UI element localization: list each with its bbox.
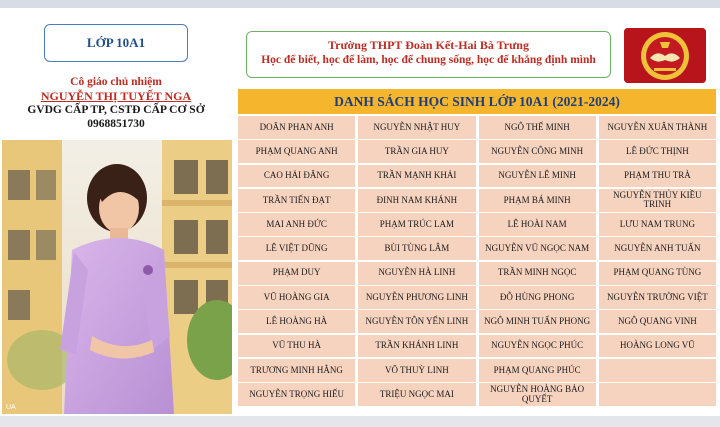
school-name: Trường THPT Đoàn Kết-Hai Bà Trưng bbox=[328, 38, 529, 52]
student-cell: PHẠM QUANG ANH bbox=[238, 140, 355, 163]
top-bar bbox=[0, 0, 720, 8]
student-cell: CAO HẢI ĐĂNG bbox=[238, 165, 355, 188]
student-cell: NGUYỄN LÊ MINH bbox=[479, 165, 596, 188]
teacher-role: Cô giáo chủ nhiệm bbox=[70, 76, 162, 88]
student-cell: TRẦN KHÁNH LINH bbox=[358, 335, 475, 358]
student-cell: NGUYỄN TRƯỜNG VIỆT bbox=[599, 286, 716, 309]
student-cell: NGÔ QUANG VINH bbox=[599, 310, 716, 333]
student-cell: PHẠM TRÚC LAM bbox=[358, 213, 475, 236]
student-cell: VÕ THUỲ LINH bbox=[358, 359, 475, 382]
student-cell: NGUYỄN NHẬT HUY bbox=[358, 116, 475, 139]
student-list-title: DANH SÁCH HỌC SINH LỚP 10A1 (2021-2024) bbox=[238, 89, 716, 114]
class-label-box bbox=[44, 24, 188, 62]
student-cell: NGUYỄN CÔNG MINH bbox=[479, 140, 596, 163]
school-logo-emblem bbox=[624, 28, 706, 83]
student-cell: TRIỆU NGỌC MAI bbox=[358, 383, 475, 406]
student-cell: NGUYỄN ANH TUẤN bbox=[599, 237, 716, 260]
student-cell: HOÀNG LONG VŨ bbox=[599, 335, 716, 358]
student-cell bbox=[599, 383, 716, 406]
student-cell: VŨ HOÀNG GIA bbox=[238, 286, 355, 309]
teacher-photo bbox=[2, 140, 232, 414]
student-cell: NGUYỄN TÔN YẾN LINH bbox=[358, 310, 475, 333]
photo-caption: UA bbox=[6, 404, 16, 411]
student-cell: PHẠM QUANG TÙNG bbox=[599, 262, 716, 285]
school-logo bbox=[624, 28, 706, 83]
student-cell: NGUYỄN TRỌNG HIẾU bbox=[238, 383, 355, 406]
teacher-phone: 0968851730 bbox=[87, 118, 145, 130]
student-cell: LÊ HOÀI NAM bbox=[479, 213, 596, 236]
student-cell: VŨ THU HÀ bbox=[238, 335, 355, 358]
student-cell: TRẦN MINH NGỌC bbox=[479, 262, 596, 285]
student-cell: LÊ HOÀNG HÀ bbox=[238, 310, 355, 333]
teacher-info bbox=[0, 76, 232, 131]
student-cell: LÊ ĐỨC THỊNH bbox=[599, 140, 716, 163]
student-cell: BÙI TÙNG LÂM bbox=[358, 237, 475, 260]
student-cell: PHẠM QUANG PHÚC bbox=[479, 359, 596, 382]
student-cell: MAI ANH ĐỨC bbox=[238, 213, 355, 236]
student-cell: LƯU NAM TRUNG bbox=[599, 213, 716, 236]
student-cell: TRẦN TIẾN ĐẠT bbox=[238, 189, 355, 212]
student-cell: TRẦN GIA HUY bbox=[358, 140, 475, 163]
student-cell: PHẠM THU TRÀ bbox=[599, 165, 716, 188]
teacher-credentials: GVDG CẤP TP, CSTĐ CẤP CƠ SỞ bbox=[27, 104, 205, 116]
student-cell: TRẦN MẠNH KHẢI bbox=[358, 165, 475, 188]
student-cell: NGUYỄN THỦY KIỀU TRINH bbox=[599, 189, 716, 212]
school-info-box bbox=[246, 31, 611, 78]
student-cell: NGÔ MINH TUẤN PHONG bbox=[479, 310, 596, 333]
student-cell: ĐINH NAM KHÁNH bbox=[358, 189, 475, 212]
student-cell: ĐỖ HÙNG PHONG bbox=[479, 286, 596, 309]
teacher-photo-illustration bbox=[2, 140, 232, 414]
student-cell: PHẠM DUY bbox=[238, 262, 355, 285]
student-cell: NGUYỄN HOÀNG BẢO QUYẾT bbox=[479, 383, 596, 406]
school-motto: Học để biết, học để làm, học để chung sống, học để khẳng định mình bbox=[261, 54, 596, 66]
student-cell: NGÔ THẾ MINH bbox=[479, 116, 596, 139]
student-cell: NGUYỄN PHƯƠNG LINH bbox=[358, 286, 475, 309]
student-cell: NGUYỄN HÀ LINH bbox=[358, 262, 475, 285]
student-cell bbox=[599, 359, 716, 382]
student-cell: NGUYỄN VŨ NGỌC NAM bbox=[479, 237, 596, 260]
teacher-name: NGUYỄN THỊ TUYẾT NGA bbox=[40, 89, 192, 103]
student-cell: TRƯƠNG MINH HẰNG bbox=[238, 359, 355, 382]
student-grid bbox=[238, 116, 716, 406]
student-cell: NGUYỄN NGỌC PHÚC bbox=[479, 335, 596, 358]
student-cell: LÊ VIỆT DŨNG bbox=[238, 237, 355, 260]
student-cell: PHẠM BÁ MINH bbox=[479, 189, 596, 212]
bottom-strip bbox=[0, 416, 720, 427]
class-label: LỚP 10A1 bbox=[86, 35, 146, 50]
student-cell: DOÃN PHAN ANH bbox=[238, 116, 355, 139]
student-cell: NGUYỄN XUÂN THÀNH bbox=[599, 116, 716, 139]
